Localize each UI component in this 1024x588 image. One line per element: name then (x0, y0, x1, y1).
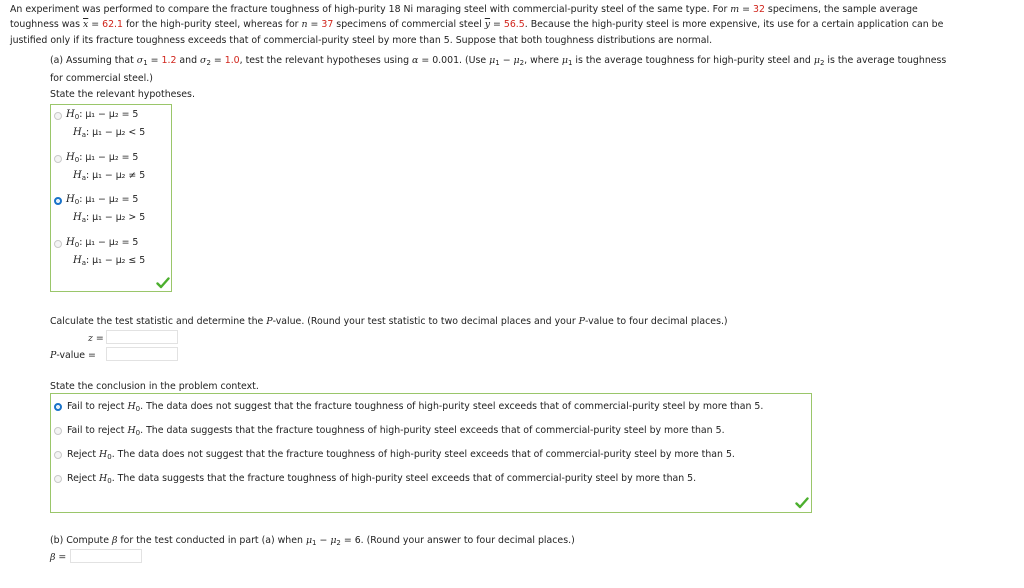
intro-text: toughness was (10, 19, 83, 30)
text: , test the relevant hypotheses using (239, 55, 413, 66)
hypothesis-radio[interactable] (54, 155, 62, 163)
var-m: m (730, 4, 740, 15)
part-a-question (50, 55, 946, 66)
part-b-question (50, 535, 575, 546)
checkmark-icon (156, 277, 170, 289)
text: = 6. (Round your answer to four decimal places.) (340, 535, 575, 546)
ha-text: : μ₁ − μ₂ ≠ 5 (86, 169, 146, 181)
h-symbol: H (73, 254, 82, 266)
mu-symbol: μ (513, 55, 520, 66)
subscript: 1 (567, 59, 573, 67)
sigma2-value: 1.0 (224, 55, 240, 66)
var-xbar: $\overline{x}$ (82, 19, 89, 30)
subscript: 2 (206, 59, 211, 67)
alt-hypothesis (73, 212, 145, 223)
checkmark-icon (795, 497, 809, 509)
subscript: 0 (74, 113, 80, 121)
subscript: 2 (519, 59, 525, 67)
sigma-symbol: σ (200, 55, 207, 66)
intro-text: . Because the high-purity steel is more expensive, its use for a certain application can be (524, 19, 944, 30)
beta-label: β = (50, 552, 67, 563)
text: (a) Assuming that (50, 55, 137, 66)
eq: = (88, 19, 103, 30)
rest-text: . The data suggests that the fracture toughness of high-purity steel exceeds that of commercial-purity steel by more than 5. (111, 473, 697, 484)
lead-text: Fail to reject (67, 425, 128, 436)
h-symbol: H (73, 127, 82, 138)
text: for the test conducted in part (a) when (117, 535, 306, 546)
conclusion-radio[interactable] (54, 427, 62, 435)
text: − (499, 55, 514, 66)
null-hypothesis (66, 152, 138, 163)
h0-text: : μ₁ − μ₂ = 5 (79, 151, 139, 163)
xbar-value: 62.1 (102, 19, 123, 30)
conclusion-radio[interactable] (54, 403, 62, 411)
text: -value to four decimal places.) (584, 316, 728, 327)
mu-symbol: μ (813, 55, 820, 66)
subscript: 0 (135, 405, 141, 413)
subscript: 2 (336, 539, 341, 547)
mu-symbol: μ (305, 535, 313, 546)
subscript: 0 (74, 155, 80, 164)
rest-text: . The data does not suggest that the fracture toughness of high-purity steel exceeds that of commercial-purity steel by more than 5. (111, 449, 735, 460)
lead-text: Fail to reject (67, 401, 128, 412)
mu-symbol: μ (561, 55, 568, 66)
h-symbol: H (99, 449, 108, 460)
eq: = (739, 4, 754, 15)
eq: = (147, 55, 162, 66)
mu-symbol: μ (489, 55, 496, 66)
text: = 0.001. (Use (418, 55, 490, 66)
h-symbol: H (127, 401, 136, 412)
conclusion-radio[interactable] (54, 451, 62, 459)
subscript: 2 (819, 59, 825, 67)
part-a-question-line2: for commercial steel.) (50, 73, 153, 84)
h-symbol: H (99, 473, 108, 484)
h0-text: : μ₁ − μ₂ = 5 (79, 194, 139, 205)
subscript: 0 (107, 477, 112, 485)
p-symbol: P (578, 316, 585, 327)
p-symbol: P (266, 316, 273, 327)
null-hypothesis (66, 109, 138, 120)
eq: = (307, 19, 322, 30)
null-hypothesis (66, 237, 138, 248)
text: -value = (56, 350, 96, 361)
rest-text: . The data does not suggest that the fracture toughness of high-purity steel exceeds that of commercial-purity steel by more than 5. (140, 401, 764, 412)
h-symbol: H (66, 194, 75, 205)
ha-text: : μ₁ − μ₂ < 5 (86, 127, 146, 138)
intro-text: specimens, the sample average (764, 4, 918, 15)
h-symbol: H (127, 425, 136, 436)
m-value: 32 (753, 4, 765, 15)
p-symbol: P (50, 350, 57, 361)
hypothesis-option[interactable] (54, 152, 164, 188)
beta-symbol: β (111, 535, 118, 546)
mu-symbol: μ (330, 535, 337, 546)
alt-hypothesis (73, 255, 145, 266)
eq: = (490, 19, 504, 30)
hypothesis-option[interactable] (54, 194, 164, 230)
subscript: 1 (143, 59, 148, 67)
intro-text: An experiment was performed to compare the fracture toughness of high-purity 18 Ni maraging steel with commercial-purity steel of the same type. For (10, 4, 731, 15)
h0-text: : μ₁ − μ₂ = 5 (79, 236, 139, 248)
alt-hypothesis (73, 170, 145, 181)
hypothesis-radio[interactable] (54, 197, 62, 205)
n-value: 37 (321, 19, 334, 30)
var-n: n (301, 19, 308, 30)
var-ybar: $\overline{y}$ (484, 19, 491, 30)
alt-hypothesis (73, 127, 145, 138)
eq: = (210, 55, 225, 66)
text: is the average toughness for high-purity steel and (572, 55, 814, 66)
intro-line-3: justified only if its fracture toughness exceeds that of commercial-purity steel by more than 5. Suppose that both toughness distributions are normal. (10, 35, 713, 46)
intro-line-2 (10, 19, 943, 30)
intro-text: specimens of commercial steel (333, 19, 485, 30)
h-symbol: H (66, 109, 75, 120)
hypothesis-option[interactable] (54, 237, 164, 273)
rest-text: . The data suggests that the fracture toughness of high-purity steel exceeds that of commercial-purity steel by more than 5. (140, 425, 725, 436)
subscript: 1 (312, 539, 317, 547)
conclusion-text (67, 425, 725, 436)
hypotheses-label: State the relevant hypotheses. (50, 89, 195, 100)
subscript: a (81, 131, 87, 139)
subscript: a (81, 258, 87, 267)
hypothesis-option[interactable] (54, 109, 164, 145)
conclusion-radio[interactable] (54, 475, 62, 483)
text: Calculate the test statistic and determine the (50, 316, 267, 327)
lead-text: Reject (67, 449, 100, 460)
lead-text: Reject (67, 473, 100, 484)
text: , where (524, 55, 562, 66)
calc-instruction (50, 316, 728, 327)
subscript: 1 (495, 59, 500, 67)
ybar-value: 56.5 (503, 19, 525, 30)
z-label (88, 333, 104, 344)
intro-line-1 (10, 4, 918, 15)
h-symbol: H (66, 236, 75, 248)
hypothesis-radio[interactable] (54, 112, 62, 120)
sigma-symbol: σ (136, 55, 144, 66)
text: is the average toughness (824, 55, 947, 66)
subscript: 0 (135, 429, 141, 437)
subscript: a (81, 173, 87, 182)
subscript: 0 (107, 453, 112, 461)
h0-text: : μ₁ − μ₂ = 5 (79, 109, 139, 120)
p-value-input[interactable] (106, 347, 178, 361)
h-symbol: H (73, 212, 82, 223)
conclusion-text (67, 449, 735, 460)
h-symbol: H (73, 169, 82, 181)
alpha-symbol: α (412, 55, 419, 66)
p-value-label (50, 350, 96, 361)
subscript: 0 (74, 198, 80, 206)
null-hypothesis (66, 194, 138, 205)
sigma1-value: 1.2 (161, 55, 177, 66)
subscript: 0 (74, 240, 80, 249)
text: (b) Compute (50, 535, 112, 546)
text: and (176, 55, 201, 66)
z-symbol: z (88, 333, 93, 344)
conclusion-text (67, 473, 696, 484)
conclusion-text (67, 401, 763, 412)
eq: = (92, 333, 104, 344)
text: -value. (Round your test statistic to two decimal places and your (272, 316, 579, 327)
conclusion-label: State the conclusion in the problem context. (50, 381, 259, 392)
h-symbol: H (66, 151, 75, 163)
subscript: a (81, 216, 87, 224)
ha-text: : μ₁ − μ₂ ≤ 5 (86, 254, 146, 266)
hypothesis-radio[interactable] (54, 240, 62, 248)
text: − (316, 535, 331, 546)
ha-text: : μ₁ − μ₂ > 5 (86, 212, 146, 223)
intro-text: for the high-purity steel, whereas for (122, 19, 302, 30)
beta-input[interactable] (70, 549, 142, 563)
z-input[interactable] (106, 330, 178, 344)
